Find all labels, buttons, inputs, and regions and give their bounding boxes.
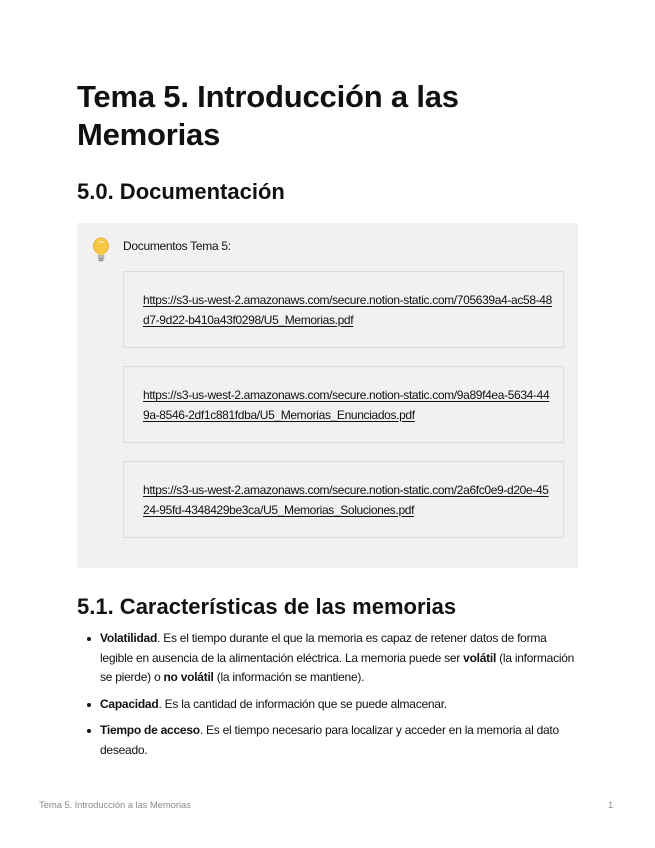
link-soluciones-pdf[interactable]: https://s3-us-west-2.amazonaws.com/secure.notion-static.com/2a6fc0e9-d20e-4524-95fd-4348429be3ca/U5_Memorias_Soluciones.pdf — [143, 483, 549, 517]
callout-label: Documentos Tema 5: — [123, 239, 231, 253]
term-volatil: volátil — [463, 650, 497, 665]
bullet-icon — [87, 729, 91, 733]
text-no-volatil: (la información se mantiene). — [213, 670, 365, 684]
bullet-icon — [87, 637, 91, 641]
bullet-icon — [87, 703, 91, 707]
documents-callout — [77, 223, 578, 568]
text-tiempo-de-acceso: . Es el tiempo necesario para localizar y acceder en la memoria al dato deseado. — [100, 723, 559, 757]
link-card-enunciados — [123, 366, 564, 443]
term-capacidad: Capacidad — [100, 696, 159, 711]
characteristics-list — [77, 629, 578, 767]
text-volatilidad: . Es el tiempo durante el que la memoria es capaz de retener datos de forma legible en ausencia de la alimentación eléctrica. La memoria puede ser — [100, 631, 547, 665]
list-item-volatilidad — [77, 629, 578, 688]
term-volatilidad: Volatilidad — [100, 631, 158, 645]
list-item-capacidad — [77, 695, 578, 715]
link-card-soluciones — [123, 461, 564, 538]
link-card-memorias — [123, 271, 564, 348]
link-memorias-pdf[interactable]: https://s3-us-west-2.amazonaws.com/secure.notion-static.com/705639a4-ac58-48d7-9d22-b410a43f0298/U5_Memorias.pdf — [143, 293, 552, 327]
lightbulb-icon — [91, 237, 111, 263]
term-no-volatil: no volátil — [163, 670, 214, 684]
text-volatil: (la información se pierde) o — [100, 650, 575, 684]
text-capacidad: . Es la cantidad de información que se puede almacenar. — [158, 696, 447, 711]
link-enunciados-pdf[interactable]: https://s3-us-west-2.amazonaws.com/secure.notion-static.com/9a89f4ea-5634-449a-8546-2df1c881fdba/U5_Memorias_Enunciados.pdf — [143, 388, 550, 422]
list-item-tiempo-de-acceso — [77, 721, 578, 760]
term-tiempo-de-acceso: Tiempo de acceso — [100, 723, 200, 737]
section-heading-documentacion: 5.0. Documentación — [77, 179, 285, 204]
footer-page-number: 1 — [608, 800, 614, 811]
footer-title: Tema 5. Introducción a las Memorias — [39, 800, 191, 811]
page-title: Tema 5. Introducción a las Memorias — [77, 79, 459, 152]
section-heading-caracteristicas: 5.1. Características de las memorias — [77, 594, 457, 619]
